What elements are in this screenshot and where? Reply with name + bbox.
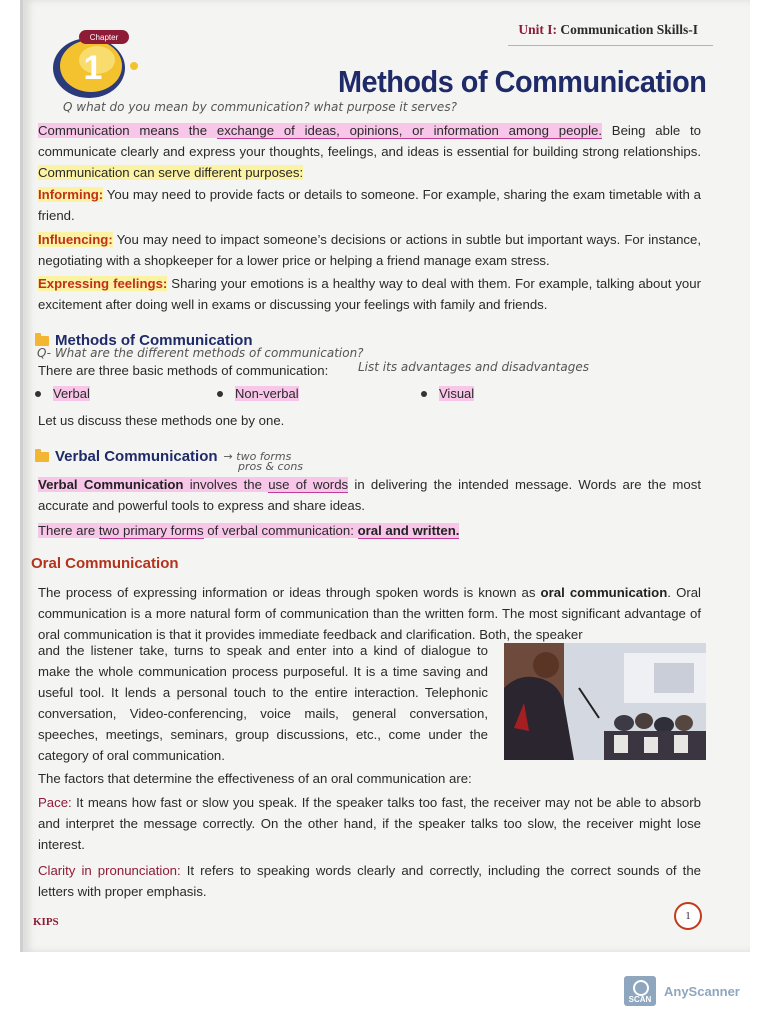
purpose-label: Influencing: <box>38 232 113 247</box>
list-item <box>421 386 474 401</box>
factor-clarity <box>38 860 701 902</box>
handwritten-question-1: Q what do you mean by communication? what purpose it serves? <box>63 100 457 114</box>
unit-prefix: Unit I: <box>518 22 557 37</box>
page-title: Methods of Communication <box>338 64 707 99</box>
verbal-forms <box>38 520 701 541</box>
purpose-text: Sharing your emotions is a healthy way to deal with them. For example, talking about your excitement after doing well in exams or discussing your feelings with family and friends. <box>38 276 701 312</box>
scanner-watermark <box>624 976 740 1006</box>
factor-label: Clarity in pronunciation: <box>38 863 181 878</box>
chapter-number: 1 <box>83 49 103 87</box>
purpose-label: Expressing feelings: <box>38 276 168 291</box>
scan-icon-text: SCAN <box>628 995 652 1004</box>
handwritten-two-forms: → two forms <box>223 450 292 463</box>
verbal-paragraph <box>38 474 701 516</box>
methods-list <box>35 386 695 406</box>
section-title: Verbal Communication <box>55 448 218 465</box>
oral-heading: Oral Communication <box>31 555 179 572</box>
bullet-icon <box>35 391 41 397</box>
method-visual: Visual <box>439 386 475 401</box>
forms-a: There are <box>38 523 99 538</box>
verbal-underlined: use of words <box>268 477 349 492</box>
oral-paragraph-2: and the listener take, turns to speak and enter into a kind of dialogue to make the whole communication process purposeful. It is a time saving and useful tool. It lends a personal touch to the entire interaction. Telephonic conversation, Video-conferencing, voice mails, general conversation, speeches, meetings, seminars, group discussions, etc., come under the category of oral communication. <box>38 643 488 763</box>
bullet-icon <box>421 391 427 397</box>
verbal-text: in delivering the intended message. Words are the most accurate and powerful tools to express and share ideas. <box>38 477 701 513</box>
list-item <box>35 386 90 401</box>
purpose-influencing <box>38 229 701 271</box>
publisher-logo: KIPS <box>33 916 59 928</box>
oral-text: . Oral communication is a more natural form of communication than the written form. The most significant advantage of oral communication is that it provides immediate feedback and clarification. Both, the speaker <box>38 585 701 642</box>
methods-intro: There are three basic methods of communication: <box>38 363 329 378</box>
verbal-mid: involves the <box>183 477 269 492</box>
handwritten-pros-cons: pros & cons <box>238 460 304 473</box>
chapter-badge-icon <box>39 24 149 104</box>
scanner-name: AnyScanner <box>664 983 740 999</box>
document-page <box>20 0 750 952</box>
list-item <box>217 386 299 401</box>
definition-underlined: exchange of ideas, opinions, or information among people. <box>216 123 602 138</box>
intro-paragraph <box>38 120 701 183</box>
purpose-expressing <box>38 273 701 315</box>
factor-label: Pace: <box>38 795 72 810</box>
methods-discuss: Let us discuss these methods one by one. <box>38 413 285 428</box>
method-nonverbal: Non-verbal <box>235 386 299 401</box>
verbal-lead: Verbal Communication <box>38 477 184 492</box>
bullet-icon <box>217 391 223 397</box>
chapter-label: Chapter <box>89 33 119 42</box>
oral-text: The process of expressing information or ideas through spoken words is known as <box>38 585 541 600</box>
forms-underlined: two primary forms <box>98 523 204 538</box>
header-rule <box>508 45 713 46</box>
folder-icon <box>35 336 49 346</box>
unit-header <box>518 22 698 38</box>
method-verbal: Verbal <box>53 386 90 401</box>
factors-intro: The factors that determine the effectiveness of an oral communication are: <box>38 771 472 786</box>
factor-text: It refers to speaking words clearly and correctly, including the correct sounds of the letters with proper emphasis. <box>38 863 701 899</box>
scan-icon <box>624 976 656 1006</box>
forms-bold: oral and written. <box>357 523 460 538</box>
speaker-photo <box>504 643 706 760</box>
purpose-text: You may need to provide facts or details to someone. For example, sharing the exam timetable with a friend. <box>38 187 701 223</box>
intro-text: Being able to communicate clearly and express your thoughts, feelings, and ideas is essential for building strong relationships. <box>38 123 701 159</box>
purpose-informing <box>38 184 701 226</box>
handwritten-list-note: List its advantages and disadvantages <box>358 360 589 374</box>
forms-b: of verbal communication: <box>203 523 358 538</box>
page-number: 1 <box>674 902 702 930</box>
purpose-label: Informing: <box>38 187 104 202</box>
purposes-highlight: Communication can serve different purposes: <box>38 165 304 180</box>
handwritten-question-2: Q- What are the different methods of communication? <box>37 346 364 360</box>
unit-title: Communication Skills-I <box>560 22 698 37</box>
section-title: Methods of Communication <box>55 332 253 349</box>
definition-highlight: Communication means the <box>38 123 217 138</box>
factor-text: It means how fast or slow you speak. If the speaker talks too fast, the receiver may not be able to absorb and interpret the message correctly. On the other hand, if the speaker talks too slow, the receiver might lose interest. <box>38 795 701 852</box>
factor-pace <box>38 792 701 855</box>
oral-bold: oral communication <box>540 585 668 600</box>
folder-icon <box>35 452 49 462</box>
purpose-text: You may need to impact someone’s decisions or actions in subtle but important ways. For instance, negotiating with a shopkeeper for a lower price or helping a friend manage exam stress. <box>38 232 701 268</box>
oral-paragraph-1 <box>38 582 701 645</box>
